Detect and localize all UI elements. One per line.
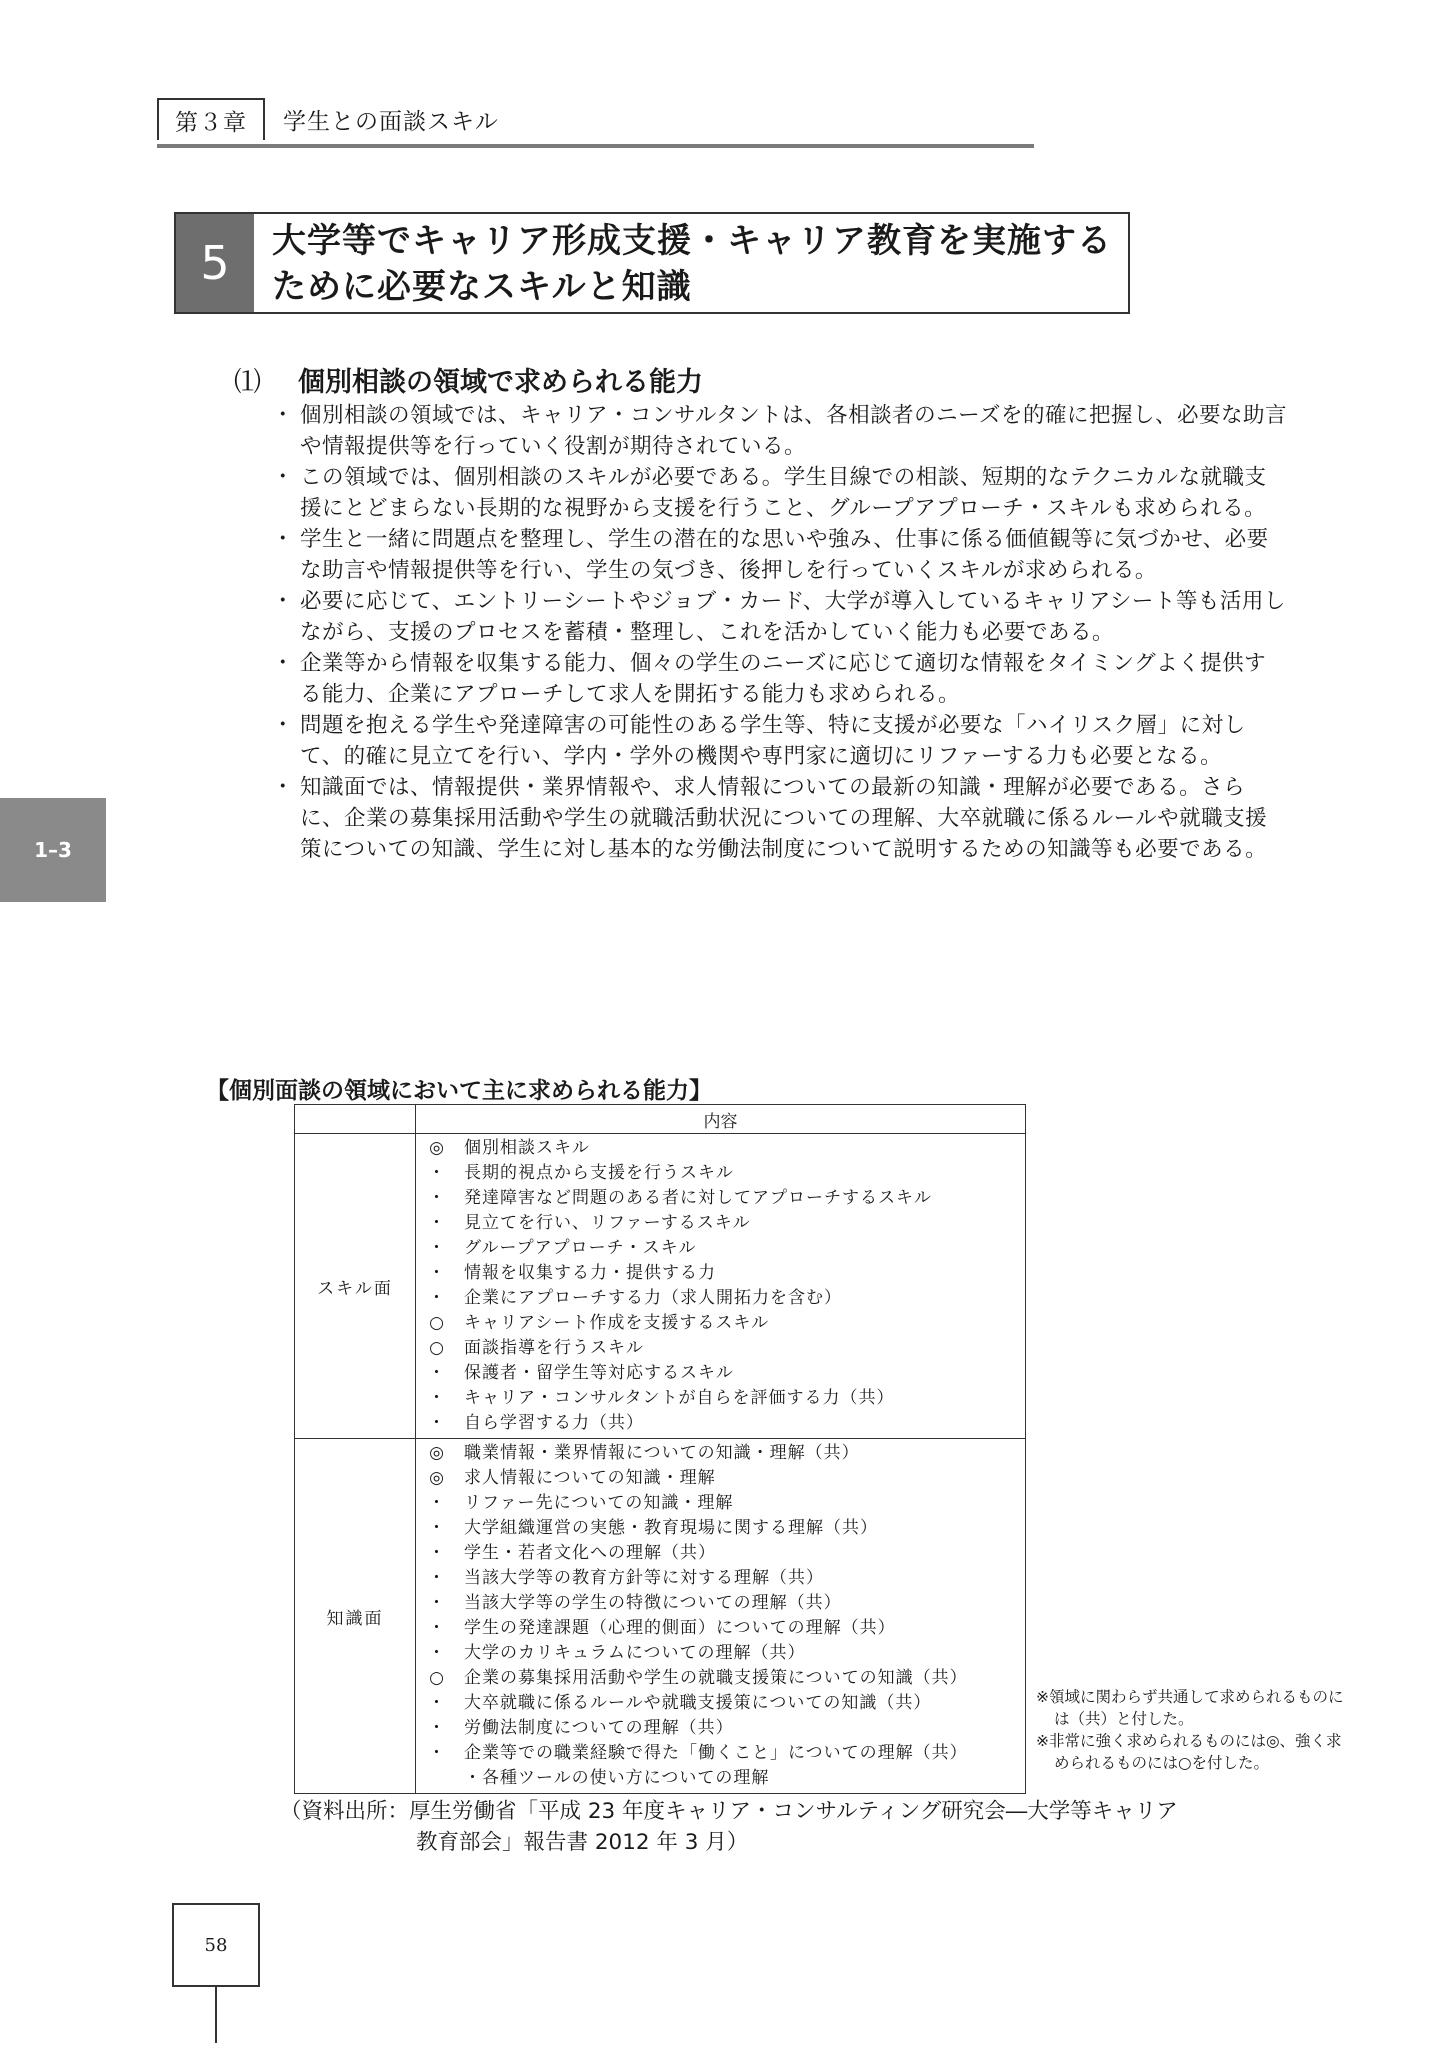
item-mark: ◎: [429, 1443, 445, 1463]
table-item: [416, 1286, 1025, 1311]
page-number: 58: [172, 1903, 260, 1987]
item-mark: ・: [428, 1643, 446, 1663]
table-item: [416, 1136, 1025, 1161]
items-cell: [416, 1439, 1026, 1794]
item-text: キャリアシート作成を支援するスキル: [464, 1313, 770, 1333]
item-mark: ○: [429, 1313, 445, 1333]
table-row-knowledge: [295, 1439, 1026, 1794]
table-item: [416, 1211, 1025, 1236]
table-item: [416, 1741, 1025, 1766]
item-mark: ・: [428, 1163, 446, 1183]
table-item: [416, 1236, 1025, 1261]
chapter-title: 学生との面談スキル: [283, 108, 499, 135]
item-mark: ・: [428, 1593, 446, 1613]
item-mark: ◎: [429, 1138, 445, 1158]
item-text: キャリア・コンサルタントが自らを評価する力（共）: [464, 1388, 895, 1408]
item-text: ・各種ツールの使い方についての理解: [464, 1768, 770, 1788]
category-cell: スキル面: [295, 1134, 416, 1439]
table-item: [416, 1261, 1025, 1286]
table-item: [416, 1161, 1025, 1186]
table-header-content: 内容: [416, 1105, 1026, 1134]
item-text: 自ら学習する力（共）: [464, 1413, 644, 1433]
item-mark: ・: [428, 1718, 446, 1738]
table-note: ※非常に強く求められるものには◎、強く求められるものには○を付した。: [1036, 1732, 1342, 1772]
chapter-side-tab: 1–3: [0, 798, 106, 902]
item-mark: ・: [428, 1363, 446, 1383]
item-text: 個別相談スキル: [464, 1138, 590, 1158]
source-line: 教育部会」報告書 2012 年 3 月）: [416, 1830, 749, 1855]
table-item: [416, 1441, 1025, 1466]
table-item: [416, 1616, 1025, 1641]
bullet-item: ・ 学生と一緒に問題点を整理し、学生の潜在的な思いや強み、仕事に係る価値観等に気づかせ、必要な助言や情報提供等を行い、学生の気づき、後押しを行っていくスキルが求められる。: [278, 524, 1288, 586]
item-text: 保護者・留学生等対応するスキル: [464, 1363, 734, 1383]
item-mark: ◎: [429, 1468, 445, 1488]
chapter-label: 第３章: [157, 98, 265, 140]
item-mark: ・: [428, 1388, 446, 1408]
table-title: 【個別面談の領域において主に求められる能力】: [206, 1078, 712, 1104]
table-item: [416, 1186, 1025, 1211]
section-title-box: [174, 212, 1130, 314]
table-notes: [1036, 1686, 1356, 1774]
source-line: （資料出所：厚生労働省「平成 23 年度キャリア・コンサルティング研究会―大学等キャリア: [280, 1799, 1178, 1824]
bullet-item: ・ この領域では、個別相談のスキルが必要である。学生目線での相談、短期的なテクニカルな就職支援にとどまらない長期的な視野から支援を行うこと、グループアプローチ・スキルも求められる。: [278, 462, 1288, 524]
item-mark: ・: [428, 1693, 446, 1713]
item-text: グループアプローチ・スキル: [464, 1238, 697, 1258]
table-item: [416, 1361, 1025, 1386]
item-text: 大学のカリキュラムについての理解（共）: [464, 1643, 806, 1663]
item-mark: ・: [428, 1618, 446, 1638]
item-text: 大卒就職に係るルールや就職支援策についての知識（共）: [464, 1693, 932, 1713]
table-item: [416, 1311, 1025, 1336]
table-item: [416, 1716, 1025, 1741]
table-item: [416, 1641, 1025, 1666]
item-text: 企業等での職業経験で得た「働くこと」についての理解（共）: [464, 1743, 968, 1763]
item-text: 情報を収集する力・提供する力: [464, 1263, 716, 1283]
item-text: 学生の発達課題（心理的側面）についての理解（共）: [464, 1618, 896, 1638]
ability-table: [294, 1104, 1026, 1794]
source-citation: [280, 1796, 1280, 1858]
item-mark: ○: [429, 1668, 445, 1688]
item-text: 面談指導を行うスキル: [464, 1338, 644, 1358]
category-cell: 知識面: [295, 1439, 416, 1794]
item-mark: ・: [428, 1188, 446, 1208]
bullet-list: [278, 400, 1288, 865]
item-mark: ○: [429, 1338, 445, 1358]
table-item: [416, 1666, 1025, 1691]
table-item: [416, 1591, 1025, 1616]
item-text: リファー先についての知識・理解: [464, 1493, 734, 1513]
item-text: 当該大学等の教育方針等に対する理解（共）: [464, 1568, 824, 1588]
bullet-item: ・ 必要に応じて、エントリーシートやジョブ・カード、大学が導入しているキャリアシート等も活用しながら、支援のプロセスを蓄積・整理し、これを活かしていく能力も必要である。: [278, 586, 1288, 648]
table-item: [416, 1466, 1025, 1491]
table-item: [416, 1516, 1025, 1541]
item-text: 職業情報・業界情報についての知識・理解（共）: [464, 1443, 860, 1463]
item-mark: ・: [428, 1543, 446, 1563]
subsection-heading: [234, 360, 703, 399]
chapter-header: [157, 98, 1034, 148]
item-mark: ・: [428, 1238, 446, 1258]
items-cell: [416, 1134, 1026, 1439]
table-header-empty: [295, 1105, 416, 1134]
item-mark: ・: [428, 1493, 446, 1513]
item-text: 労働法制度についての理解（共）: [464, 1718, 734, 1738]
subsection-number: ⑴: [234, 367, 261, 398]
item-text: 企業にアプローチする力（求人開拓力を含む）: [464, 1288, 842, 1308]
section-title: [272, 218, 1122, 310]
item-text: 企業の募集採用活動や学生の就職支援策についての知識（共）: [464, 1668, 968, 1688]
bullet-item: ・ 企業等から情報を収集する能力、個々の学生のニーズに応じて適切な情報をタイミングよく提供する能力、企業にアプローチして求人を開拓する能力も求められる。: [278, 648, 1288, 710]
item-text: 求人情報についての知識・理解: [464, 1468, 716, 1488]
table-item: [416, 1336, 1025, 1361]
section-number: 5: [176, 214, 254, 312]
item-text: 発達障害など問題のある者に対してアプローチするスキル: [464, 1188, 932, 1208]
item-mark: ・: [428, 1263, 446, 1283]
item-text: 大学組織運営の実態・教育現場に関する理解（共）: [464, 1518, 878, 1538]
item-mark: ・: [428, 1568, 446, 1588]
subsection-title: 個別相談の領域で求められる能力: [298, 367, 703, 398]
item-mark: ・: [428, 1743, 446, 1763]
item-text: 学生・若者文化への理解（共）: [464, 1543, 716, 1563]
page-number-line: [215, 1987, 217, 2043]
bullet-item: ・ 個別相談の領域では、キャリア・コンサルタントは、各相談者のニーズを的確に把握し、必要な助言や情報提供等を行っていく役割が期待されている。: [278, 400, 1288, 462]
item-mark: ・: [428, 1213, 446, 1233]
item-text: 当該大学等の学生の特徴についての理解（共）: [464, 1593, 842, 1613]
bullet-item: ・ 問題を抱える学生や発達障害の可能性のある学生等、特に支援が必要な「ハイリスク層」に対して、的確に見立てを行い、学内・学外の機関や専門家に適切にリファーする力も必要となる。: [278, 710, 1288, 772]
table-item: [416, 1691, 1025, 1716]
item-text: 長期的視点から支援を行うスキル: [464, 1163, 734, 1183]
item-mark: ・: [428, 1518, 446, 1538]
table-row-skills: [295, 1134, 1026, 1439]
section-title-line: ために必要なスキルと知識: [272, 267, 692, 307]
section-title-line: 大学等でキャリア形成支援・キャリア教育を実施する: [272, 221, 1112, 261]
table-header-row: [295, 1105, 1026, 1134]
item-text: 見立てを行い、リファーするスキル: [464, 1213, 751, 1233]
table-item: [416, 1411, 1025, 1436]
bullet-item: ・ 知識面では、情報提供・業界情報や、求人情報についての最新の知識・理解が必要である。さらに、企業の募集採用活動や学生の就職活動状況についての理解、大卒就職に係るルールや就職支援策についての知識、学生に対し基本的な労働法制度について説明するための知識等も必要である。: [278, 772, 1288, 865]
item-mark: ・: [428, 1413, 446, 1433]
table-item: [416, 1766, 1025, 1791]
table-item: [416, 1566, 1025, 1591]
table-note: ※領域に関わらず共通して求められるものには（共）と付した。: [1036, 1688, 1344, 1728]
table-item: [416, 1386, 1025, 1411]
item-mark: [416, 1766, 458, 1791]
item-mark: ・: [428, 1288, 446, 1308]
table-item: [416, 1541, 1025, 1566]
table-item: [416, 1491, 1025, 1516]
